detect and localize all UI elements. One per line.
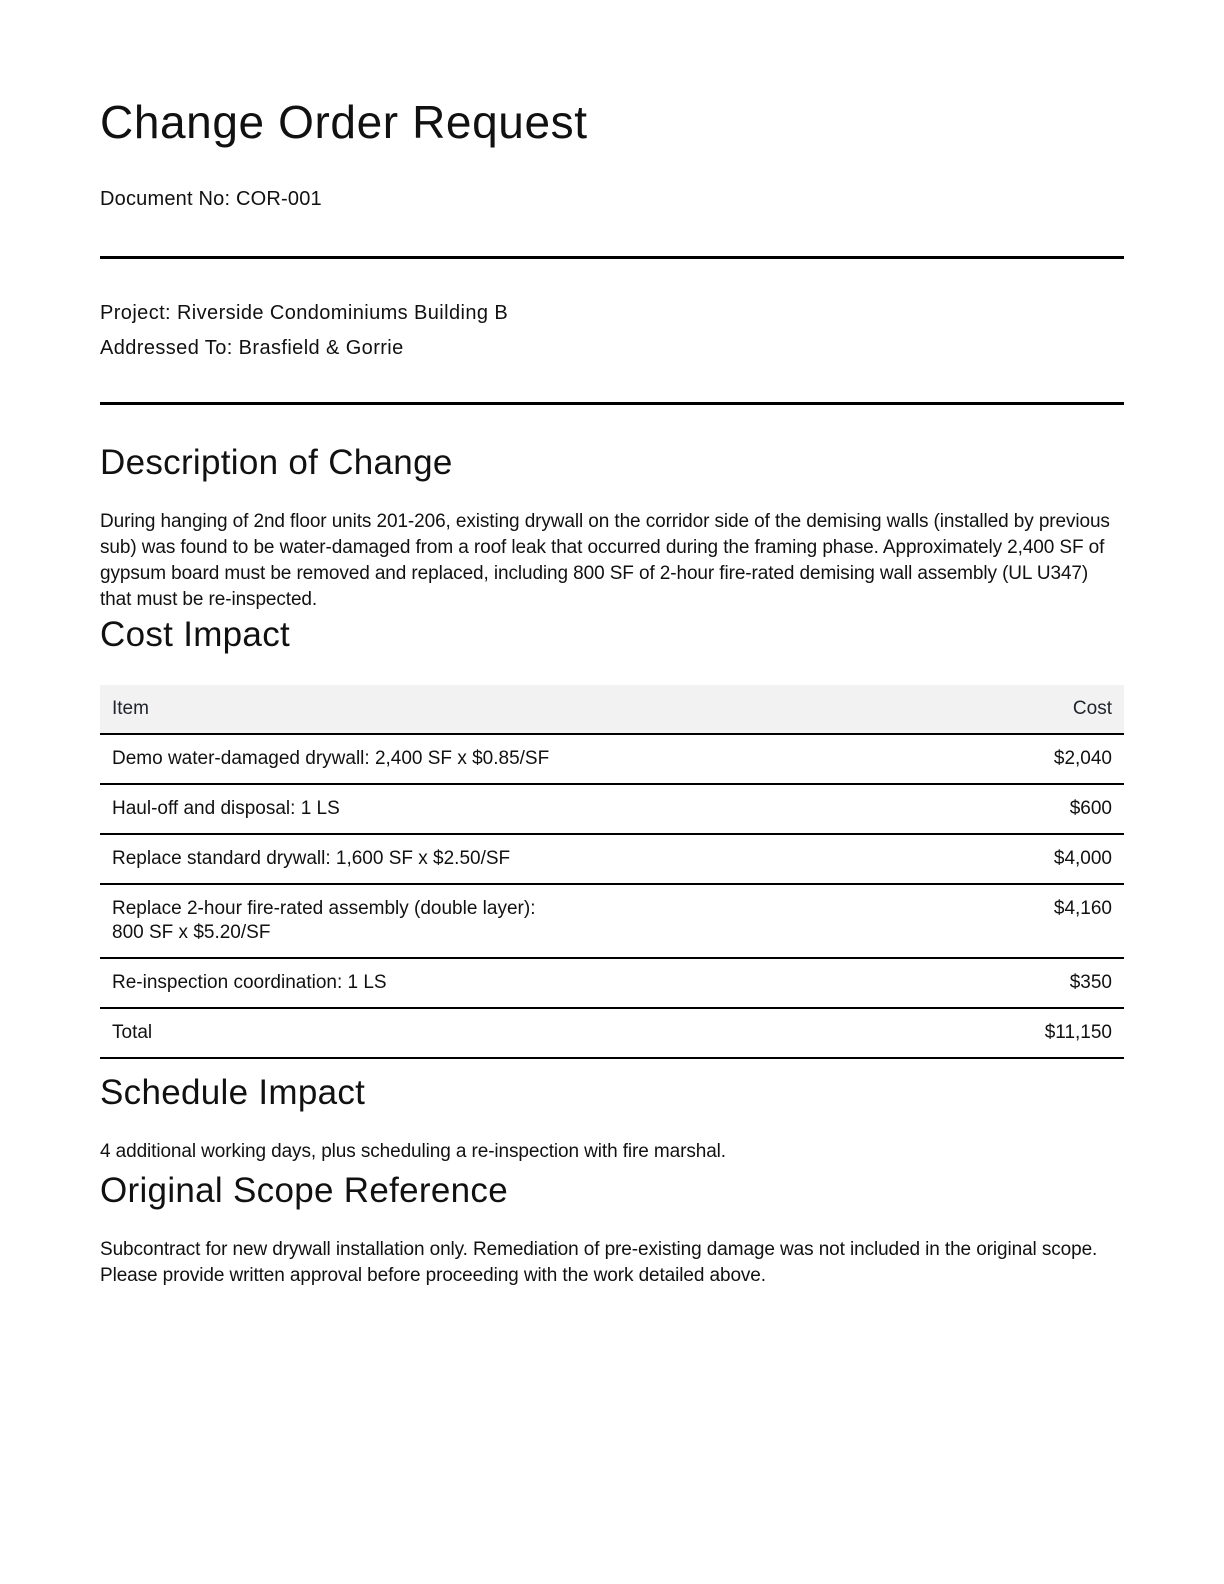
document-number: Document No: COR-001 [100,188,322,210]
table-total-row [100,1008,1124,1058]
total-label-cell: Total [112,1022,153,1043]
description-body: During hanging of 2nd floor units 201-206, existing drywall on the corridor side of the demising walls (installed by previous sub) was found to be water-damaged from a roof leak that occurred during the framing phase. Approximately 2,400 SF of gypsum board must be removed and replaced, including 800 SF of 2-hour fire-rated demising wall assembly (UL U347) that must be re-inspected. [100,511,1110,610]
cost-cell: $2,040 [1053,748,1112,769]
item-cell: Re-inspection coordination: 1 LS [112,972,387,993]
cost-cell: $4,000 [1053,848,1112,869]
cost-cell: $4,160 [1053,898,1112,919]
item-cell: Replace 2-hour fire-rated assembly (double layer): 800 SF x $5.20/SF [112,898,536,943]
total-value-cell: $11,150 [1044,1022,1112,1043]
item-cell: Haul-off and disposal: 1 LS [112,798,340,819]
table-row [100,884,1124,958]
cost-impact-heading: Cost Impact [100,615,291,654]
cost-cell: $600 [1069,798,1112,819]
cost-table-body [100,734,1124,1058]
divider [100,402,1124,405]
addressed-to-line: Addressed To: Brasfield & Gorrie [100,337,404,359]
original-scope-body: Subcontract for new drywall installation only. Remediation of pre-existing damage was not included in the original scope. [100,1239,1098,1260]
original-scope-heading: Original Scope Reference [100,1171,508,1210]
cost-table [100,685,1124,1059]
schedule-impact-body: 4 additional working days, plus scheduling a re-inspection with fire marshal. [100,1141,726,1162]
schedule-impact-heading: Schedule Impact [100,1073,366,1112]
page-title: Change Order Request [100,96,588,148]
cost-table-header [100,685,1124,734]
divider [100,256,1124,259]
table-row [100,734,1124,784]
item-cell: Replace standard drywall: 1,600 SF x $2.50/SF [112,848,511,869]
item-cell: Demo water-damaged drywall: 2,400 SF x $0.85/SF [112,748,550,769]
table-row [100,834,1124,884]
description-heading: Description of Change [100,443,453,482]
table-row [100,784,1124,834]
cost-column-header: Cost [1072,698,1112,719]
table-header-row [100,685,1124,734]
approval-request-line: Please provide written approval before proceeding with the work detailed above. [100,1265,766,1286]
item-column-header: Item [112,698,149,719]
project-line: Project: Riverside Condominiums Building B [100,302,509,324]
cost-cell: $350 [1069,972,1112,993]
table-row [100,958,1124,1008]
